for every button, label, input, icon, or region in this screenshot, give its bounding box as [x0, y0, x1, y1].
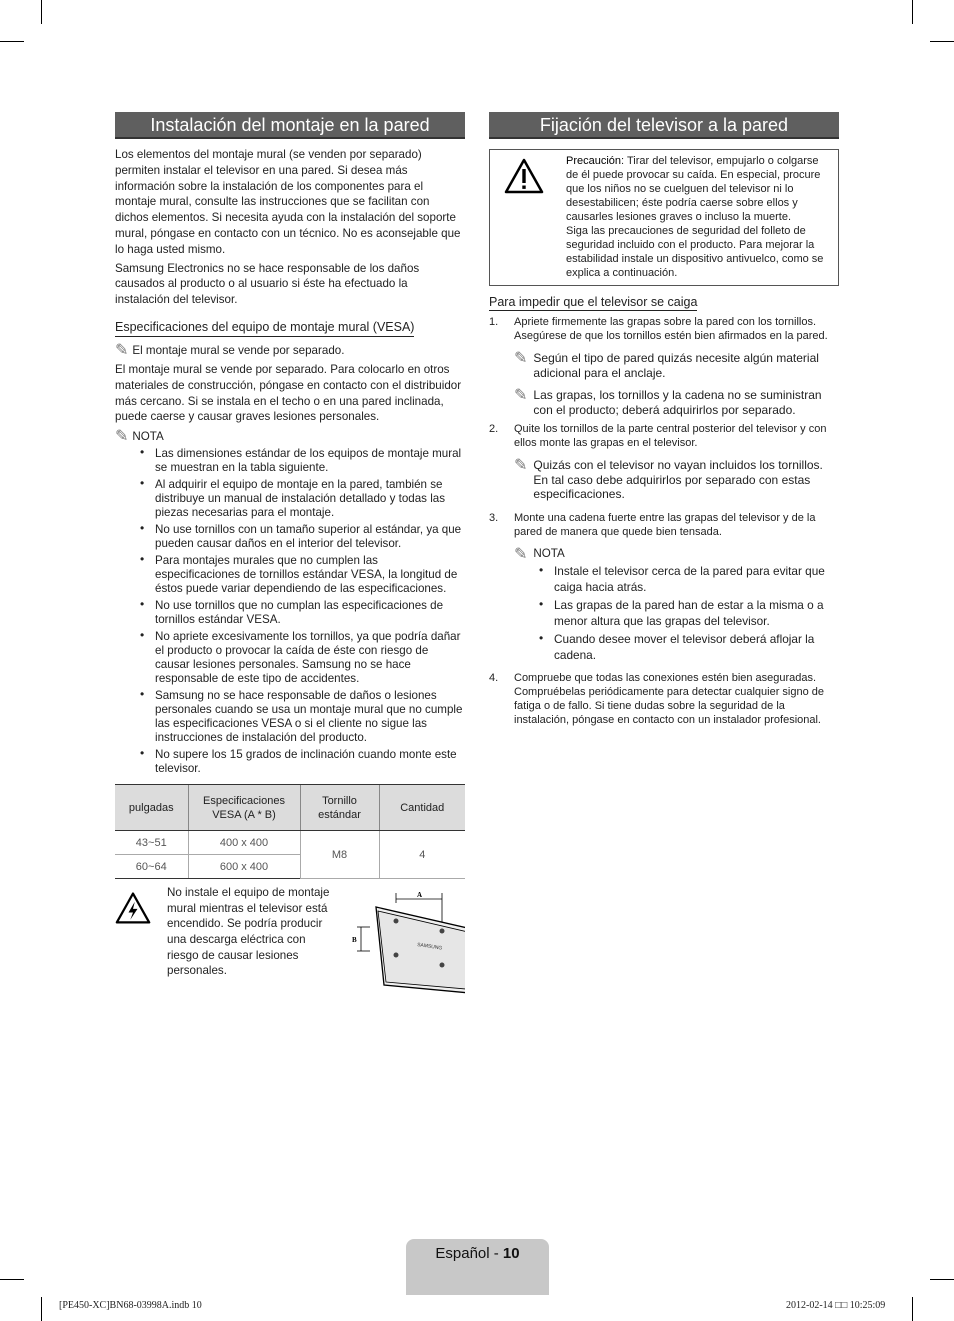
footer-timestamp: 2012-02-14 □□ 10:25:09 [786, 1300, 886, 1311]
cell-inches: 43~51 [115, 831, 188, 855]
crop-mark [41, 0, 42, 24]
list-item: • No supere los 15 grados de inclinación cuando monte este televisor. [140, 748, 465, 776]
list-item: • Samsung no se hace responsable de daños o lesiones personales cuando se usa un montaje mural que no cumple las especificaciones VESA o si el cliente no sigue las instrucciones de instalación del producto. [140, 689, 465, 745]
tv-back-diagram [330, 889, 465, 1004]
cell-screw: M8 [300, 831, 379, 879]
electric-warning-text: No instale el equipo de montaje mural mientras el televisor está encendido. Se podría producir una descarga eléctrica con riesgo de causar lesiones personales. [167, 886, 330, 978]
crop-mark [912, 1297, 913, 1321]
cell-inches: 60~64 [115, 855, 188, 879]
pencil-note-icon: ✎ [514, 455, 528, 474]
vesa-note-text: El montaje mural se vende por separado. [132, 343, 345, 357]
section-title-wall-mount: Instalación del montaje en la pared [115, 112, 465, 139]
electric-warning-block [115, 885, 465, 1005]
list-item: • Las grapas de la pared han de estar a la misma o a menor altura que las grapas del televisor. [539, 598, 839, 629]
right-column [489, 112, 839, 727]
vesa-subtitle: Especificaciones del equipo de montaje mural (VESA) [115, 320, 414, 337]
caution-body: : Tirar del televisor, empujarlo o colgarse de él puede provocar su caída. En especial, procure que los niños no se cuelguen del televisor ni lo desestabilicen; éste podría caerse sobre ellos y causarles lesiones graves o incluso la muerte. [566, 155, 821, 223]
col-header-screw: Tornillo estándar [300, 785, 379, 831]
crop-mark [930, 1279, 954, 1280]
list-item: • No use tornillos con un tamaño superior al estándar, ya que pueden causar daños en el interior del televisor. [140, 523, 465, 551]
col-header-inches: pulgadas [115, 785, 188, 831]
caution-label: Precaución [566, 155, 622, 167]
footer-file-info: [PE450-XC]BN68-03998A.indb 10 [59, 1300, 202, 1311]
step-number: 4. [489, 672, 499, 684]
note-text: Según el tipo de pared quizás necesite algún material adicional para el anclaje. [533, 351, 819, 380]
pencil-note-icon: ✎ [514, 385, 528, 404]
intro-paragraph: Los elementos del montaje mural (se venden por separado) permiten instalar el televisor en una pared. Si desea más información sobre la instalación de los componentes para el montaje mural, consulte las instrucciones que se facilitan con dichos elementos. Si necesita ayuda con la instalación del soporte mural, póngase en contacto con un técnico. No es aconsejable que lo haga usted mismo. [115, 148, 461, 256]
note-text: Quizás con el televisor no vayan incluidos los tornillos. En tal caso debe adquirirlos por separado con estas especificaciones. [533, 458, 823, 501]
list-item: • Cuando desee mover el televisor deberá aflojar la cadena. [539, 632, 839, 663]
nota-bullet-list [140, 447, 465, 776]
pencil-note-icon: ✎ [514, 348, 528, 367]
step-4 [489, 671, 839, 727]
crop-mark [41, 1297, 42, 1321]
col-header-qty: Cantidad [379, 785, 465, 831]
nota-heading [115, 426, 465, 446]
list-item: • No use tornillos que no cumplan las especificaciones de tornillos estándar VESA. [140, 599, 465, 627]
crop-mark [0, 41, 24, 42]
crop-mark [930, 41, 954, 42]
list-item: • No apriete excesivamente los tornillos, ya que podría dañar el producto o provocar la caída de éste con riesgo de causar lesiones personales. Samsung no se hace responsable de este tipo de accidentes. [140, 630, 465, 686]
nota-label: NOTA [533, 546, 565, 560]
pencil-note-icon: ✎ [514, 543, 528, 563]
step-2-note [514, 455, 839, 502]
step-3 [489, 511, 839, 539]
step-1-note-1 [514, 348, 839, 380]
diagram-label-a: A [417, 891, 423, 900]
caution-warning-icon [504, 158, 544, 194]
pencil-note-icon: ✎ [115, 339, 129, 359]
col-header-vesa: Especificaciones VESA (A * B) [188, 785, 300, 831]
nota-label: NOTA [132, 430, 164, 444]
step-3-nota [514, 543, 839, 563]
prevent-fall-subtitle: Para impedir que el televisor se caiga [489, 295, 698, 309]
list-item: • Las dimensiones estándar de los equipos de montaje mural se muestran en la tabla siguiente. [140, 447, 465, 475]
caution-body-2: Siga las precauciones de seguridad del folleto de seguridad incluido con el producto. Para mejorar la estabilidad instale un dispositivo antivuelco, como se explica a continuación. [566, 225, 824, 279]
crop-mark [0, 1279, 24, 1280]
step-1 [489, 315, 839, 343]
vesa-spec-table [115, 784, 465, 879]
step-2 [489, 422, 839, 450]
page-number-tab [406, 1239, 549, 1295]
step-text: Quite los tornillos de la parte central posterior del televisor y con ellos monte las grapas en el televisor. [514, 423, 827, 449]
vesa-note [115, 339, 465, 359]
cell-qty: 4 [379, 831, 465, 879]
step-text: Compruebe que todas las conexiones estén bien aseguradas. Compruébelas periódicamente para detectar cualquier signo de fatiga o de fallo. Si tiene dudas sobre la seguridad de la instalación, póngase en contacto con un instalador profesional. [514, 672, 825, 726]
left-column [115, 112, 465, 1005]
cell-vesa: 600 x 400 [188, 855, 300, 879]
step-text: Apriete firmemente las grapas sobre la pared con los tornillos. Asegúrese de que los tornillos estén bien afirmados en la pared. [514, 316, 828, 342]
list-item: • Instale el televisor cerca de la pared para evitar que caiga hacia atrás. [539, 564, 839, 595]
table-header-row [115, 785, 465, 831]
diagram-label-b: B [352, 936, 357, 945]
step-text: Monte una cadena fuerte entre las grapas del televisor y de la pared de manera que quede bien tensada. [514, 511, 816, 538]
cell-vesa: 400 x 400 [188, 831, 300, 855]
table-row [115, 831, 465, 855]
page-language: Español - [435, 1245, 503, 1262]
diagram-logo: SAMSUNG [416, 942, 443, 952]
note-text: Las grapas, los tornillos y la cadena no se suministran con el producto; deberá adquirirlos por separado. [533, 388, 822, 417]
section-title-securing-tv: Fijación del televisor a la pared [489, 112, 839, 139]
list-item: • Al adquirir el equipo de montaje en la pared, también se distribuye un manual de instalación detallado y todas las piezas necesarias para el montaje. [140, 478, 465, 520]
step-1-note-2 [514, 385, 839, 417]
page-number: 10 [502, 1245, 520, 1262]
disclaimer-paragraph: Samsung Electronics no se hace responsable de los daños causados al producto o al usuario si éste ha efectuado la instalación del televisor. [115, 261, 420, 307]
step-number: 3. [489, 511, 499, 524]
pencil-note-icon: ✎ [115, 426, 129, 446]
step-3-bullet-list [539, 564, 839, 663]
electric-shock-warning-icon [115, 891, 151, 925]
crop-mark [912, 0, 913, 24]
caution-box [489, 149, 839, 286]
step-number: 2. [489, 423, 499, 435]
step-number: 1. [489, 316, 499, 328]
vesa-paragraph: El montaje mural se vende por separado. Para colocarlo en otros materiales de construcción, póngase en contacto con el distribuidor más cercano. Si se instala en el techo o en una pared inclinada, puede caerse y causar graves lesiones personales. [115, 362, 462, 424]
caution-text [566, 154, 830, 280]
list-item: • Para montajes murales que no cumplen las especificaciones de tornillos estándar VESA, la longitud de éstos puede variar dependiendo de las especificaciones. [140, 554, 465, 596]
